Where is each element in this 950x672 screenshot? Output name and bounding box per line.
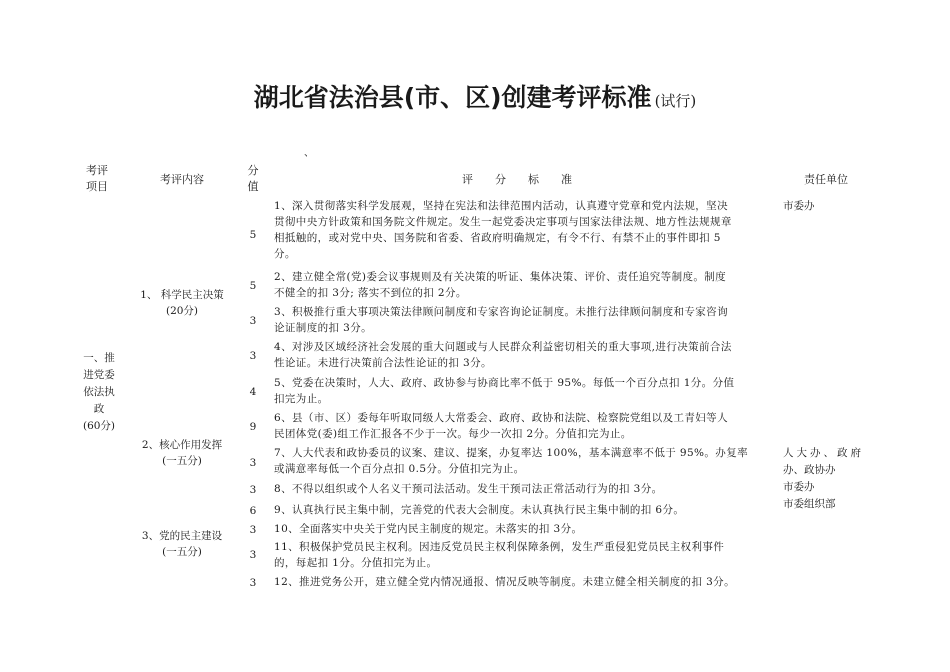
criteria-line: 7、人大代表和政协委员的议案、建议、提案，办复率达 100%，基本满意率不低于 95%。办复率	[274, 447, 749, 459]
criteria-item	[274, 521, 774, 537]
criteria-line: 5、党委在决策时，人大、政府、政协参与协商比率不低于 95%。每低一个百分点扣 1分。分值	[274, 377, 735, 389]
score-cell: 3	[249, 350, 257, 362]
criteria-line: 11、积极保护党员民主权利。因违反党员民主权利保障条例，发生严重侵犯党员民主权利事件	[274, 541, 725, 553]
content-name: 3、党的民主建设	[141, 530, 223, 542]
header-content: 考评内容	[160, 173, 204, 186]
content-points: (一五分)	[162, 455, 202, 467]
header-score-line1: 分	[247, 164, 259, 177]
score-cell: 4	[249, 386, 257, 398]
criteria-line: 不健全的扣 3分; 落实不到位的扣 2分。	[274, 287, 467, 299]
score-cell: 5	[249, 229, 257, 241]
criteria-item	[274, 410, 774, 442]
criteria-line: 分。	[274, 248, 296, 260]
header-score	[245, 163, 261, 195]
criteria-line: 性论证。未进行决策前合法性论证的扣 3分。	[274, 357, 492, 369]
category-cell	[79, 350, 119, 435]
category-line: 进党委	[83, 369, 115, 381]
score-cell: 3	[249, 524, 257, 536]
header-category	[77, 163, 117, 195]
category-line: 政	[93, 403, 105, 415]
criteria-line: 2、建立健全常(党)委会议事规则及有关决策的听证、集体决策、评价、责任追究等制度。制度	[274, 271, 727, 283]
criteria-line: 3、积极推行重大事项决策法律顾问制度和专家咨询论证制度。未推行法律顾问制度和专家咨询	[274, 306, 728, 318]
criteria-line: 10、全面落实中央关于党内民主制度的规定。未落实的扣 3分。	[274, 523, 583, 535]
header-category-line2: 项目	[86, 180, 108, 193]
criteria-item	[274, 502, 774, 518]
criteria-line: 论证制度的扣 3分。	[274, 322, 373, 334]
criteria-line: 贯彻中央方针政策和国务院文件规定。发生一起党委决定事项与国家法律法规、地方性法规规章	[274, 216, 732, 228]
title-main: 湖北省法治县(市、区)创建考评标准	[253, 83, 652, 112]
criteria-item	[274, 481, 774, 497]
criteria-line: 相抵触的，或对党中央、国务院和省委、省政府明确规定，有令不行、有禁不止的事件即扣 5	[274, 232, 721, 244]
criteria-line: 扣完为止。	[274, 393, 329, 405]
header-score-line2: 值	[247, 180, 259, 193]
score-cell: 3	[249, 577, 257, 589]
responsible-line: 市委办	[783, 481, 815, 493]
criteria-line: 8、不得以组织或个人名义干预司法活动。发生干预司法正常活动行为的扣 3分。	[274, 483, 663, 495]
responsible-line: 办、政协办	[783, 464, 836, 476]
score-cell: 3	[249, 549, 257, 561]
criteria-line: 1、深入贯彻落实科学发展观，坚持在宪法和法律范围内活动，认真遵守党章和党内法规，坚决	[274, 200, 728, 212]
content-item	[127, 287, 237, 319]
criteria-line: 或满意率每低一个百分点扣 0.5分。分值扣完为止。	[274, 463, 525, 475]
criteria-line: 的，每起扣 1分。分值扣完为止。	[274, 557, 438, 569]
criteria-line: 12、推进党务公开，建立健全党内情况通报、情况反映等制度。未建立健全相关制度的扣 3分。	[274, 576, 735, 588]
score-cell: 5	[249, 280, 257, 292]
category-line: 一、推	[83, 352, 115, 364]
criteria-line: 民团体党(委)组工作汇报各不少于一次。每少一次扣 2分。分值扣完为止。	[274, 428, 632, 440]
score-cell: 9	[249, 421, 257, 433]
header-category-line1: 考评	[86, 164, 108, 177]
responsible-line: 市委组织部	[783, 498, 836, 510]
content-name: 1、 科学民主决策	[140, 289, 224, 301]
criteria-item	[274, 445, 774, 477]
stray-mark: 、	[304, 148, 314, 159]
header-responsible: 责任单位	[804, 173, 848, 186]
criteria-item	[274, 574, 774, 590]
responsible-group	[783, 445, 864, 513]
score-cell: 3	[249, 484, 257, 496]
criteria-item	[274, 339, 774, 371]
content-points: (20分)	[165, 305, 199, 317]
content-item	[127, 437, 237, 469]
criteria-item	[274, 304, 774, 336]
criteria-line: 9、认真执行民主集中制，完善党的代表大会制度。未认真执行民主集中制的扣 6分。	[274, 504, 685, 516]
criteria-item	[274, 269, 774, 301]
title-sub: (试行)	[654, 92, 697, 110]
criteria-item	[274, 375, 774, 407]
score-cell: 3	[249, 457, 257, 469]
category-line: 依法执	[83, 386, 115, 398]
category-line: (60分)	[82, 420, 116, 432]
criteria-item	[274, 198, 774, 262]
content-item	[127, 528, 237, 560]
responsible-unit: 市委办	[783, 200, 815, 212]
header-criteria: 评 分 标 准	[462, 173, 572, 186]
criteria-line: 4、对涉及区域经济社会发展的重大问题或与人民群众利益密切相关的重大事项,进行决策前合法	[274, 341, 732, 353]
criteria-line: 6、县（市、区）委每年听取同级人大常委会、政府、政协和法院、检察院党组以及工青妇等人	[274, 412, 728, 424]
document-title	[0, 78, 950, 114]
score-cell: 3	[249, 315, 257, 327]
score-cell: 6	[249, 505, 257, 517]
criteria-item	[274, 539, 774, 571]
content-points: (一五分)	[162, 546, 202, 558]
content-name: 2、核心作用发挥	[141, 439, 223, 451]
responsible-line: 人大办、政府	[783, 447, 864, 459]
